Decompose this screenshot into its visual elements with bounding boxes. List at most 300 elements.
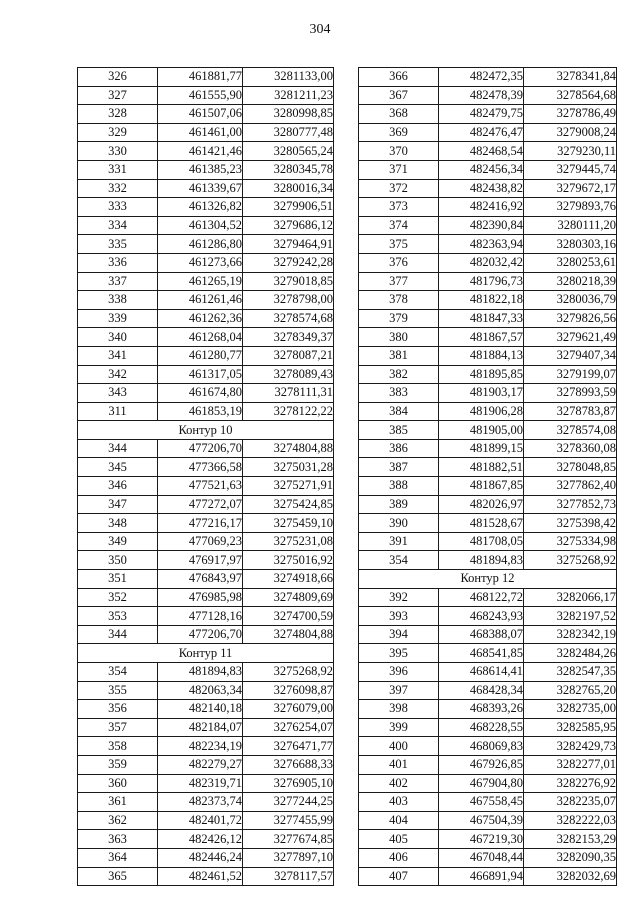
x-coordinate-cell: 461317,05 — [158, 365, 243, 384]
y-coordinate-cell: 3280565,24 — [243, 142, 334, 161]
table-row — [359, 848, 617, 867]
y-coordinate-cell: 3278341,84 — [524, 68, 617, 87]
point-number-cell: 394 — [359, 625, 439, 644]
y-coordinate-cell: 3282090,35 — [524, 848, 617, 867]
y-coordinate-cell: 3279445,74 — [524, 160, 617, 179]
table-row — [78, 532, 334, 551]
x-coordinate-cell: 482026,97 — [439, 495, 524, 514]
x-coordinate-cell: 467558,45 — [439, 793, 524, 812]
point-number-cell: 331 — [78, 160, 158, 179]
point-number-cell: 407 — [359, 867, 439, 886]
table-row — [78, 811, 334, 830]
table-row — [78, 514, 334, 533]
table-row — [359, 551, 617, 570]
page-number: 304 — [309, 22, 331, 37]
table-row — [359, 811, 617, 830]
point-number-cell: 349 — [78, 532, 158, 551]
point-number-cell: 380 — [359, 328, 439, 347]
contour-label: Контур 12 — [359, 570, 617, 589]
coordinates-table-left — [77, 67, 334, 886]
y-coordinate-cell: 3276098,87 — [243, 681, 334, 700]
x-coordinate-cell: 477069,23 — [158, 532, 243, 551]
y-coordinate-cell: 3274918,66 — [243, 570, 334, 589]
point-number-cell: 381 — [359, 346, 439, 365]
point-number-cell: 399 — [359, 718, 439, 737]
x-coordinate-cell: 482478,39 — [439, 86, 524, 105]
point-number-cell: 326 — [78, 68, 158, 87]
point-number-cell: 335 — [78, 235, 158, 254]
y-coordinate-cell: 3278360,08 — [524, 439, 617, 458]
table-row — [78, 495, 334, 514]
table-row — [78, 755, 334, 774]
y-coordinate-cell: 3278564,68 — [524, 86, 617, 105]
y-coordinate-cell: 3279672,17 — [524, 179, 617, 198]
y-coordinate-cell: 3278574,08 — [524, 421, 617, 440]
x-coordinate-cell: 481528,67 — [439, 514, 524, 533]
x-coordinate-cell: 468428,34 — [439, 681, 524, 700]
y-coordinate-cell: 3275334,98 — [524, 532, 617, 551]
table-row — [359, 86, 617, 105]
y-coordinate-cell: 3279464,91 — [243, 235, 334, 254]
x-coordinate-cell: 481905,00 — [439, 421, 524, 440]
point-number-cell: 402 — [359, 774, 439, 793]
y-coordinate-cell: 3275031,28 — [243, 458, 334, 477]
x-coordinate-cell: 461461,00 — [158, 123, 243, 142]
table-row — [78, 439, 334, 458]
point-number-cell: 343 — [78, 384, 158, 403]
x-coordinate-cell: 477206,70 — [158, 625, 243, 644]
point-number-cell: 393 — [359, 607, 439, 626]
table-row — [78, 588, 334, 607]
x-coordinate-cell: 477521,63 — [158, 477, 243, 496]
point-number-cell: 352 — [78, 588, 158, 607]
table-row — [78, 774, 334, 793]
contour-header-row — [78, 644, 334, 663]
y-coordinate-cell: 3275271,91 — [243, 477, 334, 496]
point-number-cell: 347 — [78, 495, 158, 514]
table-row — [359, 421, 617, 440]
x-coordinate-cell: 481894,83 — [158, 663, 243, 682]
point-number-cell: 396 — [359, 663, 439, 682]
table-row — [359, 235, 617, 254]
point-number-cell: 371 — [359, 160, 439, 179]
y-coordinate-cell: 3278122,22 — [243, 402, 334, 421]
table-row — [78, 384, 334, 403]
x-coordinate-cell: 482472,35 — [439, 68, 524, 87]
table-row — [359, 402, 617, 421]
table-row — [78, 365, 334, 384]
point-number-cell: 361 — [78, 793, 158, 812]
point-number-cell: 395 — [359, 644, 439, 663]
point-number-cell: 344 — [78, 625, 158, 644]
contour-header-row — [359, 570, 617, 589]
table-row — [78, 663, 334, 682]
x-coordinate-cell: 482438,82 — [439, 179, 524, 198]
y-coordinate-cell: 3278783,87 — [524, 402, 617, 421]
table-row — [359, 477, 617, 496]
table-row — [359, 737, 617, 756]
x-coordinate-cell: 482140,18 — [158, 700, 243, 719]
point-number-cell: 329 — [78, 123, 158, 142]
point-number-cell: 364 — [78, 848, 158, 867]
x-coordinate-cell: 477366,58 — [158, 458, 243, 477]
y-coordinate-cell: 3280303,16 — [524, 235, 617, 254]
table-row — [78, 235, 334, 254]
table-row — [78, 68, 334, 87]
table-row — [359, 718, 617, 737]
point-number-cell: 340 — [78, 328, 158, 347]
point-number-cell: 369 — [359, 123, 439, 142]
x-coordinate-cell: 461507,06 — [158, 105, 243, 124]
coordinates-table-left-body — [78, 68, 334, 886]
table-row — [359, 663, 617, 682]
table-row — [359, 253, 617, 272]
y-coordinate-cell: 3282032,69 — [524, 867, 617, 886]
table-row — [359, 142, 617, 161]
x-coordinate-cell: 481882,51 — [439, 458, 524, 477]
point-number-cell: 401 — [359, 755, 439, 774]
table-row — [78, 123, 334, 142]
table-row — [78, 625, 334, 644]
x-coordinate-cell: 482401,72 — [158, 811, 243, 830]
x-coordinate-cell: 461421,46 — [158, 142, 243, 161]
table-row — [359, 681, 617, 700]
x-coordinate-cell: 481796,73 — [439, 272, 524, 291]
y-coordinate-cell: 3275268,92 — [243, 663, 334, 682]
y-coordinate-cell: 3274700,59 — [243, 607, 334, 626]
table-row — [359, 198, 617, 217]
coordinates-table-right-body — [359, 68, 617, 886]
point-number-cell: 375 — [359, 235, 439, 254]
y-coordinate-cell: 3278993,59 — [524, 384, 617, 403]
y-coordinate-cell: 3278798,00 — [243, 291, 334, 310]
y-coordinate-cell: 3276688,33 — [243, 755, 334, 774]
point-number-cell: 346 — [78, 477, 158, 496]
y-coordinate-cell: 3275268,92 — [524, 551, 617, 570]
x-coordinate-cell: 461674,80 — [158, 384, 243, 403]
x-coordinate-cell: 482468,54 — [439, 142, 524, 161]
table-row — [359, 588, 617, 607]
point-number-cell: 337 — [78, 272, 158, 291]
table-row — [359, 272, 617, 291]
table-row — [78, 402, 334, 421]
table-row — [359, 514, 617, 533]
point-number-cell: 327 — [78, 86, 158, 105]
table-row — [78, 346, 334, 365]
y-coordinate-cell: 3279018,85 — [243, 272, 334, 291]
point-number-cell: 360 — [78, 774, 158, 793]
y-coordinate-cell: 3279826,56 — [524, 309, 617, 328]
x-coordinate-cell: 482184,07 — [158, 718, 243, 737]
y-coordinate-cell: 3275016,92 — [243, 551, 334, 570]
y-coordinate-cell: 3282765,20 — [524, 681, 617, 700]
y-coordinate-cell: 3280998,85 — [243, 105, 334, 124]
point-number-cell: 391 — [359, 532, 439, 551]
x-coordinate-cell: 461881,77 — [158, 68, 243, 87]
point-number-cell: 403 — [359, 793, 439, 812]
y-coordinate-cell: 3279893,76 — [524, 198, 617, 217]
point-number-cell: 370 — [359, 142, 439, 161]
contour-header-row — [78, 421, 334, 440]
y-coordinate-cell: 3280016,34 — [243, 179, 334, 198]
y-coordinate-cell: 3279686,12 — [243, 216, 334, 235]
point-number-cell: 390 — [359, 514, 439, 533]
contour-label: Контур 10 — [78, 421, 334, 440]
table-row — [359, 160, 617, 179]
y-coordinate-cell: 3278786,49 — [524, 105, 617, 124]
y-coordinate-cell: 3279407,34 — [524, 346, 617, 365]
x-coordinate-cell: 466891,94 — [439, 867, 524, 886]
x-coordinate-cell: 481899,15 — [439, 439, 524, 458]
x-coordinate-cell: 482416,92 — [439, 198, 524, 217]
point-number-cell: 367 — [359, 86, 439, 105]
point-number-cell: 355 — [78, 681, 158, 700]
point-number-cell: 385 — [359, 421, 439, 440]
x-coordinate-cell: 467904,80 — [439, 774, 524, 793]
y-coordinate-cell: 3279230,11 — [524, 142, 617, 161]
table-row — [359, 105, 617, 124]
x-coordinate-cell: 482363,94 — [439, 235, 524, 254]
y-coordinate-cell: 3277862,40 — [524, 477, 617, 496]
table-row — [78, 142, 334, 161]
x-coordinate-cell: 482063,34 — [158, 681, 243, 700]
point-number-cell: 342 — [78, 365, 158, 384]
table-row — [78, 160, 334, 179]
point-number-cell: 397 — [359, 681, 439, 700]
table-row — [359, 216, 617, 235]
table-row — [78, 328, 334, 347]
x-coordinate-cell: 482279,27 — [158, 755, 243, 774]
table-row — [78, 848, 334, 867]
point-number-cell: 339 — [78, 309, 158, 328]
point-number-cell: 333 — [78, 198, 158, 217]
x-coordinate-cell: 468541,85 — [439, 644, 524, 663]
x-coordinate-cell: 477272,07 — [158, 495, 243, 514]
x-coordinate-cell: 476917,97 — [158, 551, 243, 570]
point-number-cell: 334 — [78, 216, 158, 235]
x-coordinate-cell: 481895,85 — [439, 365, 524, 384]
point-number-cell: 353 — [78, 607, 158, 626]
point-number-cell: 373 — [359, 198, 439, 217]
point-number-cell: 365 — [78, 867, 158, 886]
table-row — [78, 700, 334, 719]
x-coordinate-cell: 481884,13 — [439, 346, 524, 365]
point-number-cell: 359 — [78, 755, 158, 774]
table-row — [78, 867, 334, 886]
table-row — [78, 737, 334, 756]
y-coordinate-cell: 3277897,10 — [243, 848, 334, 867]
table-row — [359, 830, 617, 849]
point-number-cell: 378 — [359, 291, 439, 310]
x-coordinate-cell: 482426,12 — [158, 830, 243, 849]
table-row — [359, 867, 617, 886]
y-coordinate-cell: 3277244,25 — [243, 793, 334, 812]
table-row — [359, 532, 617, 551]
x-coordinate-cell: 482319,71 — [158, 774, 243, 793]
point-number-cell: 377 — [359, 272, 439, 291]
table-row — [78, 551, 334, 570]
point-number-cell: 398 — [359, 700, 439, 719]
table-row — [359, 309, 617, 328]
table-row — [78, 272, 334, 291]
x-coordinate-cell: 461286,80 — [158, 235, 243, 254]
x-coordinate-cell: 477128,16 — [158, 607, 243, 626]
x-coordinate-cell: 481903,17 — [439, 384, 524, 403]
x-coordinate-cell: 481894,83 — [439, 551, 524, 570]
table-row — [359, 68, 617, 87]
y-coordinate-cell: 3278574,68 — [243, 309, 334, 328]
point-number-cell: 384 — [359, 402, 439, 421]
y-coordinate-cell: 3282484,26 — [524, 644, 617, 663]
y-coordinate-cell: 3282197,52 — [524, 607, 617, 626]
x-coordinate-cell: 461304,52 — [158, 216, 243, 235]
y-coordinate-cell: 3282547,35 — [524, 663, 617, 682]
x-coordinate-cell: 461339,67 — [158, 179, 243, 198]
x-coordinate-cell: 468243,93 — [439, 607, 524, 626]
point-number-cell: 400 — [359, 737, 439, 756]
point-number-cell: 344 — [78, 439, 158, 458]
x-coordinate-cell: 482476,47 — [439, 123, 524, 142]
y-coordinate-cell: 3282276,92 — [524, 774, 617, 793]
y-coordinate-cell: 3280345,78 — [243, 160, 334, 179]
y-coordinate-cell: 3277674,85 — [243, 830, 334, 849]
point-number-cell: 406 — [359, 848, 439, 867]
y-coordinate-cell: 3280253,61 — [524, 253, 617, 272]
table-row — [359, 439, 617, 458]
point-number-cell: 336 — [78, 253, 158, 272]
table-row — [359, 328, 617, 347]
y-coordinate-cell: 3274804,88 — [243, 439, 334, 458]
y-coordinate-cell: 3278349,37 — [243, 328, 334, 347]
point-number-cell: 405 — [359, 830, 439, 849]
x-coordinate-cell: 481906,28 — [439, 402, 524, 421]
point-number-cell: 345 — [78, 458, 158, 477]
y-coordinate-cell: 3278048,85 — [524, 458, 617, 477]
point-number-cell: 357 — [78, 718, 158, 737]
x-coordinate-cell: 477216,17 — [158, 514, 243, 533]
table-row — [359, 607, 617, 626]
table-row — [78, 198, 334, 217]
x-coordinate-cell: 468228,55 — [439, 718, 524, 737]
x-coordinate-cell: 481867,85 — [439, 477, 524, 496]
coordinates-table-right — [358, 67, 617, 886]
table-row — [359, 365, 617, 384]
table-row — [78, 458, 334, 477]
point-number-cell: 386 — [359, 439, 439, 458]
table-row — [359, 458, 617, 477]
x-coordinate-cell: 476985,98 — [158, 588, 243, 607]
y-coordinate-cell: 3279242,28 — [243, 253, 334, 272]
x-coordinate-cell: 468393,26 — [439, 700, 524, 719]
y-coordinate-cell: 3282066,17 — [524, 588, 617, 607]
y-coordinate-cell: 3280218,39 — [524, 272, 617, 291]
x-coordinate-cell: 468069,83 — [439, 737, 524, 756]
table-row — [359, 793, 617, 812]
point-number-cell: 338 — [78, 291, 158, 310]
y-coordinate-cell: 3282222,03 — [524, 811, 617, 830]
x-coordinate-cell: 461261,46 — [158, 291, 243, 310]
x-coordinate-cell: 468614,41 — [439, 663, 524, 682]
y-coordinate-cell: 3274809,69 — [243, 588, 334, 607]
point-number-cell: 383 — [359, 384, 439, 403]
y-coordinate-cell: 3281133,00 — [243, 68, 334, 87]
x-coordinate-cell: 468388,07 — [439, 625, 524, 644]
table-row — [78, 179, 334, 198]
x-coordinate-cell: 468122,72 — [439, 588, 524, 607]
x-coordinate-cell: 467048,44 — [439, 848, 524, 867]
point-number-cell: 376 — [359, 253, 439, 272]
y-coordinate-cell: 3279621,49 — [524, 328, 617, 347]
y-coordinate-cell: 3282585,95 — [524, 718, 617, 737]
x-coordinate-cell: 482456,34 — [439, 160, 524, 179]
table-row — [78, 681, 334, 700]
x-coordinate-cell: 476843,97 — [158, 570, 243, 589]
point-number-cell: 372 — [359, 179, 439, 198]
point-number-cell: 374 — [359, 216, 439, 235]
x-coordinate-cell: 461326,82 — [158, 198, 243, 217]
point-number-cell: 358 — [78, 737, 158, 756]
table-row — [359, 495, 617, 514]
y-coordinate-cell: 3276905,10 — [243, 774, 334, 793]
y-coordinate-cell: 3278111,31 — [243, 384, 334, 403]
table-row — [359, 123, 617, 142]
point-number-cell: 311 — [78, 402, 158, 421]
point-number-cell: 332 — [78, 179, 158, 198]
x-coordinate-cell: 482373,74 — [158, 793, 243, 812]
y-coordinate-cell: 3282277,01 — [524, 755, 617, 774]
x-coordinate-cell: 482390,84 — [439, 216, 524, 235]
y-coordinate-cell: 3282153,29 — [524, 830, 617, 849]
y-coordinate-cell: 3277455,99 — [243, 811, 334, 830]
x-coordinate-cell: 482446,24 — [158, 848, 243, 867]
point-number-cell: 362 — [78, 811, 158, 830]
x-coordinate-cell: 482032,42 — [439, 253, 524, 272]
point-number-cell: 341 — [78, 346, 158, 365]
point-number-cell: 350 — [78, 551, 158, 570]
x-coordinate-cell: 481708,05 — [439, 532, 524, 551]
y-coordinate-cell: 3281211,23 — [243, 86, 334, 105]
x-coordinate-cell: 482461,52 — [158, 867, 243, 886]
table-row — [78, 216, 334, 235]
y-coordinate-cell: 3282342,19 — [524, 625, 617, 644]
table-row — [359, 179, 617, 198]
table-row — [359, 291, 617, 310]
x-coordinate-cell: 461265,19 — [158, 272, 243, 291]
y-coordinate-cell: 3275459,10 — [243, 514, 334, 533]
x-coordinate-cell: 467926,85 — [439, 755, 524, 774]
table-row — [78, 86, 334, 105]
table-row — [78, 253, 334, 272]
table-row — [78, 830, 334, 849]
y-coordinate-cell: 3279199,07 — [524, 365, 617, 384]
y-coordinate-cell: 3280036,79 — [524, 291, 617, 310]
point-number-cell: 354 — [359, 551, 439, 570]
table-row — [78, 793, 334, 812]
table-row — [359, 700, 617, 719]
x-coordinate-cell: 461280,77 — [158, 346, 243, 365]
y-coordinate-cell: 3275231,08 — [243, 532, 334, 551]
x-coordinate-cell: 481867,57 — [439, 328, 524, 347]
y-coordinate-cell: 3279008,24 — [524, 123, 617, 142]
x-coordinate-cell: 482479,75 — [439, 105, 524, 124]
table-row — [359, 346, 617, 365]
y-coordinate-cell: 3278117,57 — [243, 867, 334, 886]
x-coordinate-cell: 467504,39 — [439, 811, 524, 830]
point-number-cell: 356 — [78, 700, 158, 719]
y-coordinate-cell: 3279906,51 — [243, 198, 334, 217]
table-row — [78, 309, 334, 328]
point-number-cell: 351 — [78, 570, 158, 589]
